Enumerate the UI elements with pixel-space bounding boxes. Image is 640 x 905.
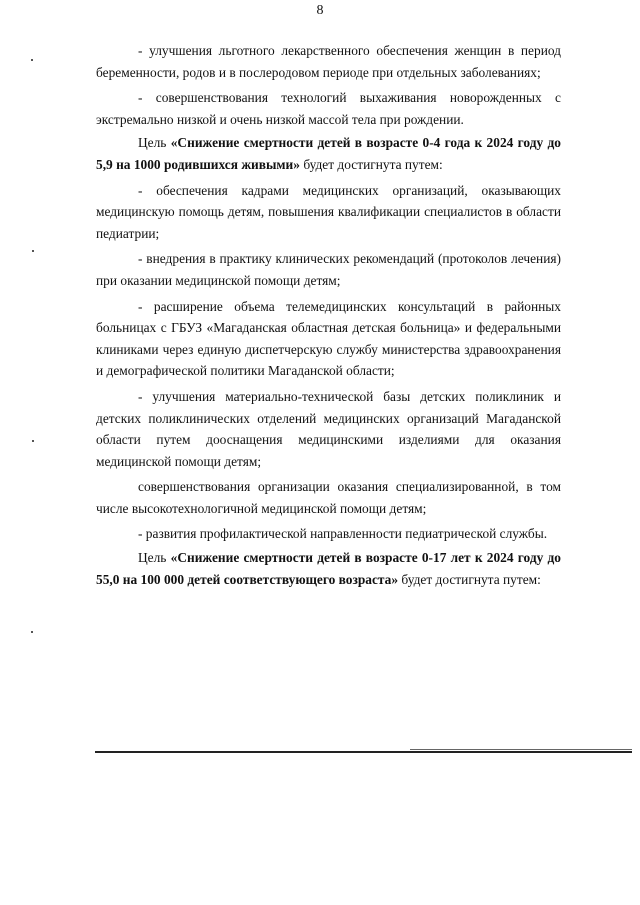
goal-paragraph-0-4 (96, 132, 561, 175)
goal-title: «Снижение смертности детей в возрасте 0-4 года к 2024 году до 5,9 на 1000 родившихся живыми» (96, 135, 561, 172)
page-number: 8 (316, 3, 324, 18)
footer-rule (95, 751, 632, 753)
list-item-prevention: - развития профилактической направленности педиатрической службы. (138, 526, 548, 542)
goal-tail: будет достигнута путем: (299, 156, 443, 172)
margin-mark (32, 250, 34, 252)
list-item-drug-provision: - улучшения льготного лекарственного обеспечения женщин в период беременности, родов и в послеродовом периоде при отдельных заболеваниях; (96, 43, 561, 80)
list-item-clinical-guidelines: - внедрения в практику клинических рекомендаций (протоколов лечения) при оказании медицинской помощи детям; (96, 251, 561, 288)
margin-mark (31, 631, 33, 633)
goal-lead: Цель (138, 550, 171, 566)
list-item-specialized-care: совершенствования организации оказания специализированной, в том числе высокотехнологичной медицинской помощи детям; (96, 479, 561, 516)
goal-lead: Цель (138, 135, 171, 151)
margin-mark (31, 59, 33, 61)
list-item-newborn-care: - совершенствования технологий выхаживания новорожденных с экстремально низкой и очень низкой массой тела при рождении. (96, 90, 561, 127)
list-item-staffing: - обеспечения кадрами медицинских организаций, оказывающих медицинскую помощь детям, повышения квалификации специалистов в области педиатрии; (96, 182, 561, 241)
goal-paragraph-0-17 (96, 547, 561, 590)
document-body (96, 40, 561, 590)
margin-mark (32, 440, 34, 442)
goal-tail: будет достигнута путем: (398, 571, 541, 587)
goal-title: «Снижение смертности детей в возрасте 0-17 лет к 2024 году до 55,0 на 100 000 детей соответствующего возраста» (96, 550, 561, 587)
footer-rule-secondary (410, 749, 632, 750)
list-item-equipment: - улучшения материально-технической базы детских поликлиник и детских поликлинических отделений медицинских организаций Магаданской области путем дооснащения медицинскими изделиями для оказания медицинской помощи детям; (96, 388, 561, 469)
list-item-telemedicine: - расширение объема телемедицинских консультаций в районных больницах с ГБУЗ «Магаданская областная детская больница» и федеральными клиниками через единую диспетчерскую службу министерства здравоохранения и демографической политики Магаданской области; (96, 298, 561, 379)
